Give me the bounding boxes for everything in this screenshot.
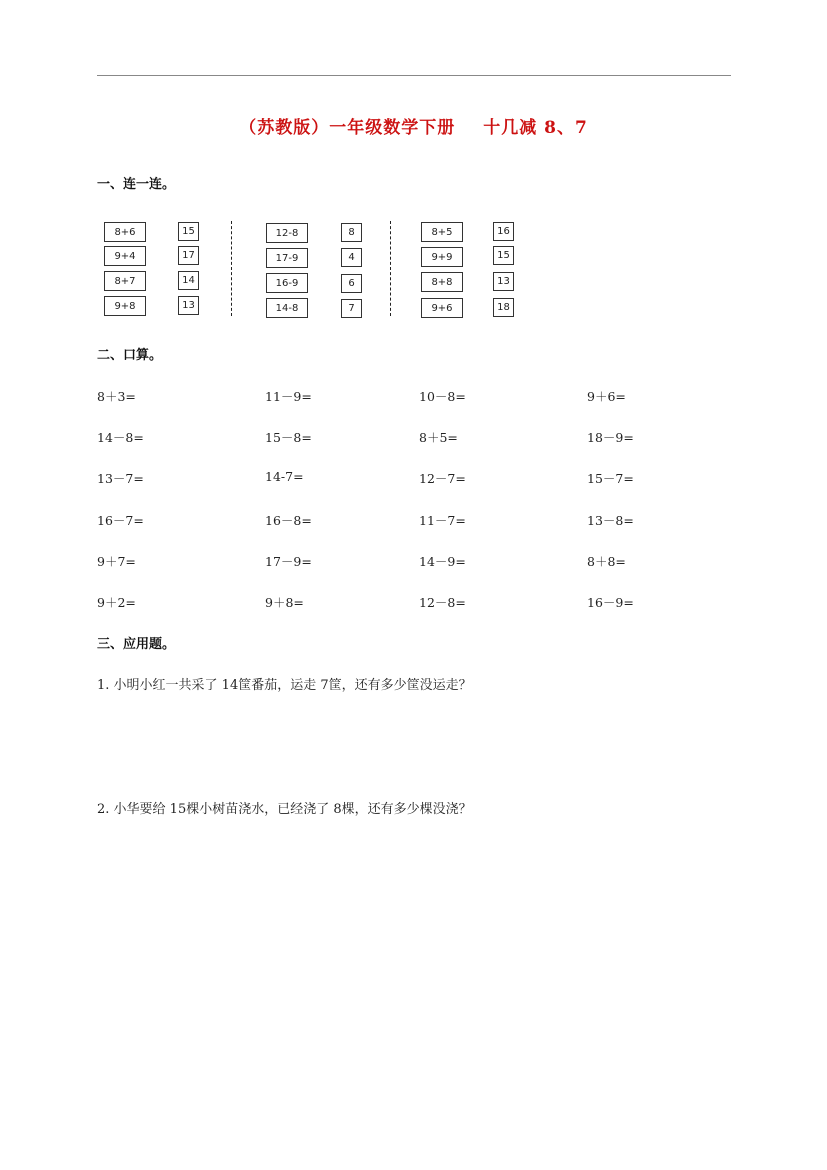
- match-expression[interactable]: 9+8: [104, 296, 146, 316]
- calc-item: 8＋5=: [419, 430, 458, 445]
- calc-item: 13－8=: [587, 513, 634, 528]
- word-problem-2: 2. 小华要给 15棵小树苗浇水，已经浇了 8棵，还有多少棵没浇？: [97, 802, 472, 817]
- match-expression[interactable]: 9+9: [421, 247, 463, 267]
- calc-item: 12－8=: [419, 595, 466, 610]
- calc-item: 12－7=: [419, 471, 466, 486]
- match-expression[interactable]: 17-9: [266, 248, 308, 268]
- title-main: （苏教版）一年级数学下册: [239, 118, 456, 138]
- match-result[interactable]: 4: [341, 248, 362, 267]
- match-expression[interactable]: 8+6: [104, 222, 146, 242]
- calc-item: 9＋2=: [97, 595, 136, 610]
- calc-item: 9＋7=: [97, 554, 136, 569]
- match-expression[interactable]: 12-8: [266, 223, 308, 243]
- word-problem-1: 1. 小明小红一共采了 14筐番茄，运走 7筐，还有多少筐没运走？: [97, 678, 472, 693]
- match-result[interactable]: 17: [178, 246, 199, 265]
- calc-item: 8＋8=: [587, 554, 626, 569]
- match-result[interactable]: 13: [178, 296, 199, 315]
- calc-item: 13－7=: [97, 471, 144, 486]
- match-expression[interactable]: 14-8: [266, 298, 308, 318]
- match-result[interactable]: 13: [493, 272, 514, 291]
- match-expression[interactable]: 9+6: [421, 298, 463, 318]
- match-result[interactable]: 15: [493, 246, 514, 265]
- match-result[interactable]: 14: [178, 271, 199, 290]
- calc-item: 11－9=: [265, 389, 312, 404]
- page-title: [0, 113, 827, 138]
- calc-item: 14－9=: [419, 554, 466, 569]
- match-result[interactable]: 15: [178, 222, 199, 241]
- calc-item: 14-7=: [265, 469, 304, 484]
- calc-item: 8＋3=: [97, 389, 136, 404]
- calc-item: 14－8=: [97, 430, 144, 445]
- match-expression[interactable]: 8+8: [421, 272, 463, 292]
- match-result[interactable]: 8: [341, 223, 362, 242]
- match-result[interactable]: 7: [341, 299, 362, 318]
- match-expression[interactable]: 9+4: [104, 246, 146, 266]
- calc-item: 9＋8=: [265, 595, 304, 610]
- calc-item: 16－7=: [97, 513, 144, 528]
- match-expression[interactable]: 8+5: [421, 222, 463, 242]
- calc-item: 15－7=: [587, 471, 634, 486]
- match-result[interactable]: 16: [493, 222, 514, 241]
- match-result[interactable]: 18: [493, 298, 514, 317]
- match-result[interactable]: 6: [341, 274, 362, 293]
- group-divider: [231, 221, 232, 316]
- section-2-heading: 二、口算。: [97, 348, 163, 363]
- match-expression[interactable]: 8+7: [104, 271, 146, 291]
- section-1-heading: 一、连一连。: [97, 177, 176, 192]
- group-divider: [390, 221, 391, 316]
- title-topic: 十几减 8、7: [483, 118, 588, 138]
- calc-item: 18－9=: [587, 430, 634, 445]
- calc-item: 10－8=: [419, 389, 466, 404]
- calc-item: 9＋6=: [587, 389, 626, 404]
- calc-item: 11－7=: [419, 513, 466, 528]
- calc-item: 16－8=: [265, 513, 312, 528]
- header-rule: [97, 75, 731, 76]
- calc-item: 17－9=: [265, 554, 312, 569]
- calc-item: 16－9=: [587, 595, 634, 610]
- section-3-heading: 三、应用题。: [97, 637, 176, 652]
- calc-item: 15－8=: [265, 430, 312, 445]
- match-expression[interactable]: 16-9: [266, 273, 308, 293]
